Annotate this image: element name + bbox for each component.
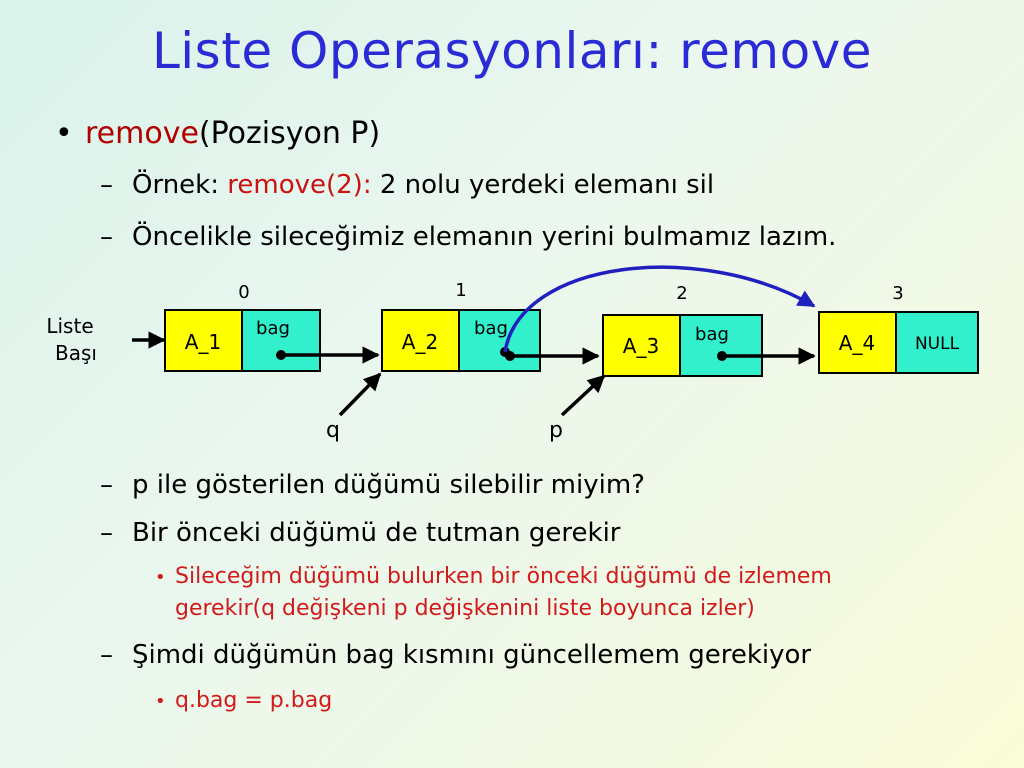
example-prefix: Örnek: xyxy=(132,170,228,200)
track-text-line2: gerekir(q değişkeni p değişkenini liste boyunca izler) xyxy=(175,596,755,621)
node-index-0: 0 xyxy=(238,282,250,303)
dash-marker: – xyxy=(100,470,113,500)
update-text: Şimdi düğümün bag kısmını güncellemem gerekiyor xyxy=(132,640,812,670)
track-text-line1: Sileceğim düğümü bulurken bir önceki düğümü de izlemem xyxy=(175,564,832,589)
can-delete-text: p ile gösterilen düğümü silebilir miyim? xyxy=(132,470,645,500)
list-head-label-2: Başı xyxy=(55,341,97,365)
sub-sub-bullet-track xyxy=(155,564,832,589)
bullet-dot: • xyxy=(155,691,166,712)
bullet-dot: • xyxy=(155,567,166,588)
bullet-dot: • xyxy=(55,116,73,151)
node-1-value: A_2 xyxy=(401,330,439,354)
p-pointer-label: p xyxy=(549,418,563,443)
node-index-1: 1 xyxy=(455,280,467,301)
example-rest: 2 nolu yerdeki elemanı sil xyxy=(371,170,715,200)
find-text: Öncelikle sileceğimiz elemanın yerini bulmamız lazım. xyxy=(132,222,837,252)
node-0-link: bag xyxy=(256,318,290,339)
dash-marker: – xyxy=(100,640,113,670)
assignment-text: q.bag = p.bag xyxy=(175,688,333,713)
node-index-2: 2 xyxy=(676,283,688,304)
sub-bullet-can-delete xyxy=(100,470,645,500)
node-3-value: A_4 xyxy=(838,331,876,355)
node-index-3: 3 xyxy=(892,283,904,304)
list-head-label-1: Liste xyxy=(46,314,94,338)
node-1-link: bag xyxy=(474,318,508,339)
dash-marker: – xyxy=(100,222,113,252)
remove-keyword: remove xyxy=(85,116,199,151)
node-0-value: A_1 xyxy=(184,330,222,354)
sub-sub-bullet-track-cont xyxy=(175,596,755,621)
node-2-link: bag xyxy=(695,324,729,345)
node-2-value: A_3 xyxy=(622,334,660,358)
sub-bullet-update xyxy=(100,640,811,670)
q-pointer-arrow xyxy=(340,374,380,415)
example-code: remove(2): xyxy=(227,170,372,200)
q-pointer-label: q xyxy=(326,418,340,443)
p-pointer-arrow xyxy=(562,376,604,415)
page-title: Liste Operasyonları: remove xyxy=(151,22,873,80)
dash-marker: – xyxy=(100,170,113,200)
remove-signature: (Pozisyon P) xyxy=(198,116,381,151)
node-3-link: NULL xyxy=(914,334,960,354)
dash-marker: – xyxy=(100,518,113,548)
keep-prev-text: Bir önceki düğümü de tutman gerekir xyxy=(132,518,621,548)
sub-sub-bullet-assign xyxy=(155,688,332,713)
sub-bullet-keep-prev xyxy=(100,518,621,548)
